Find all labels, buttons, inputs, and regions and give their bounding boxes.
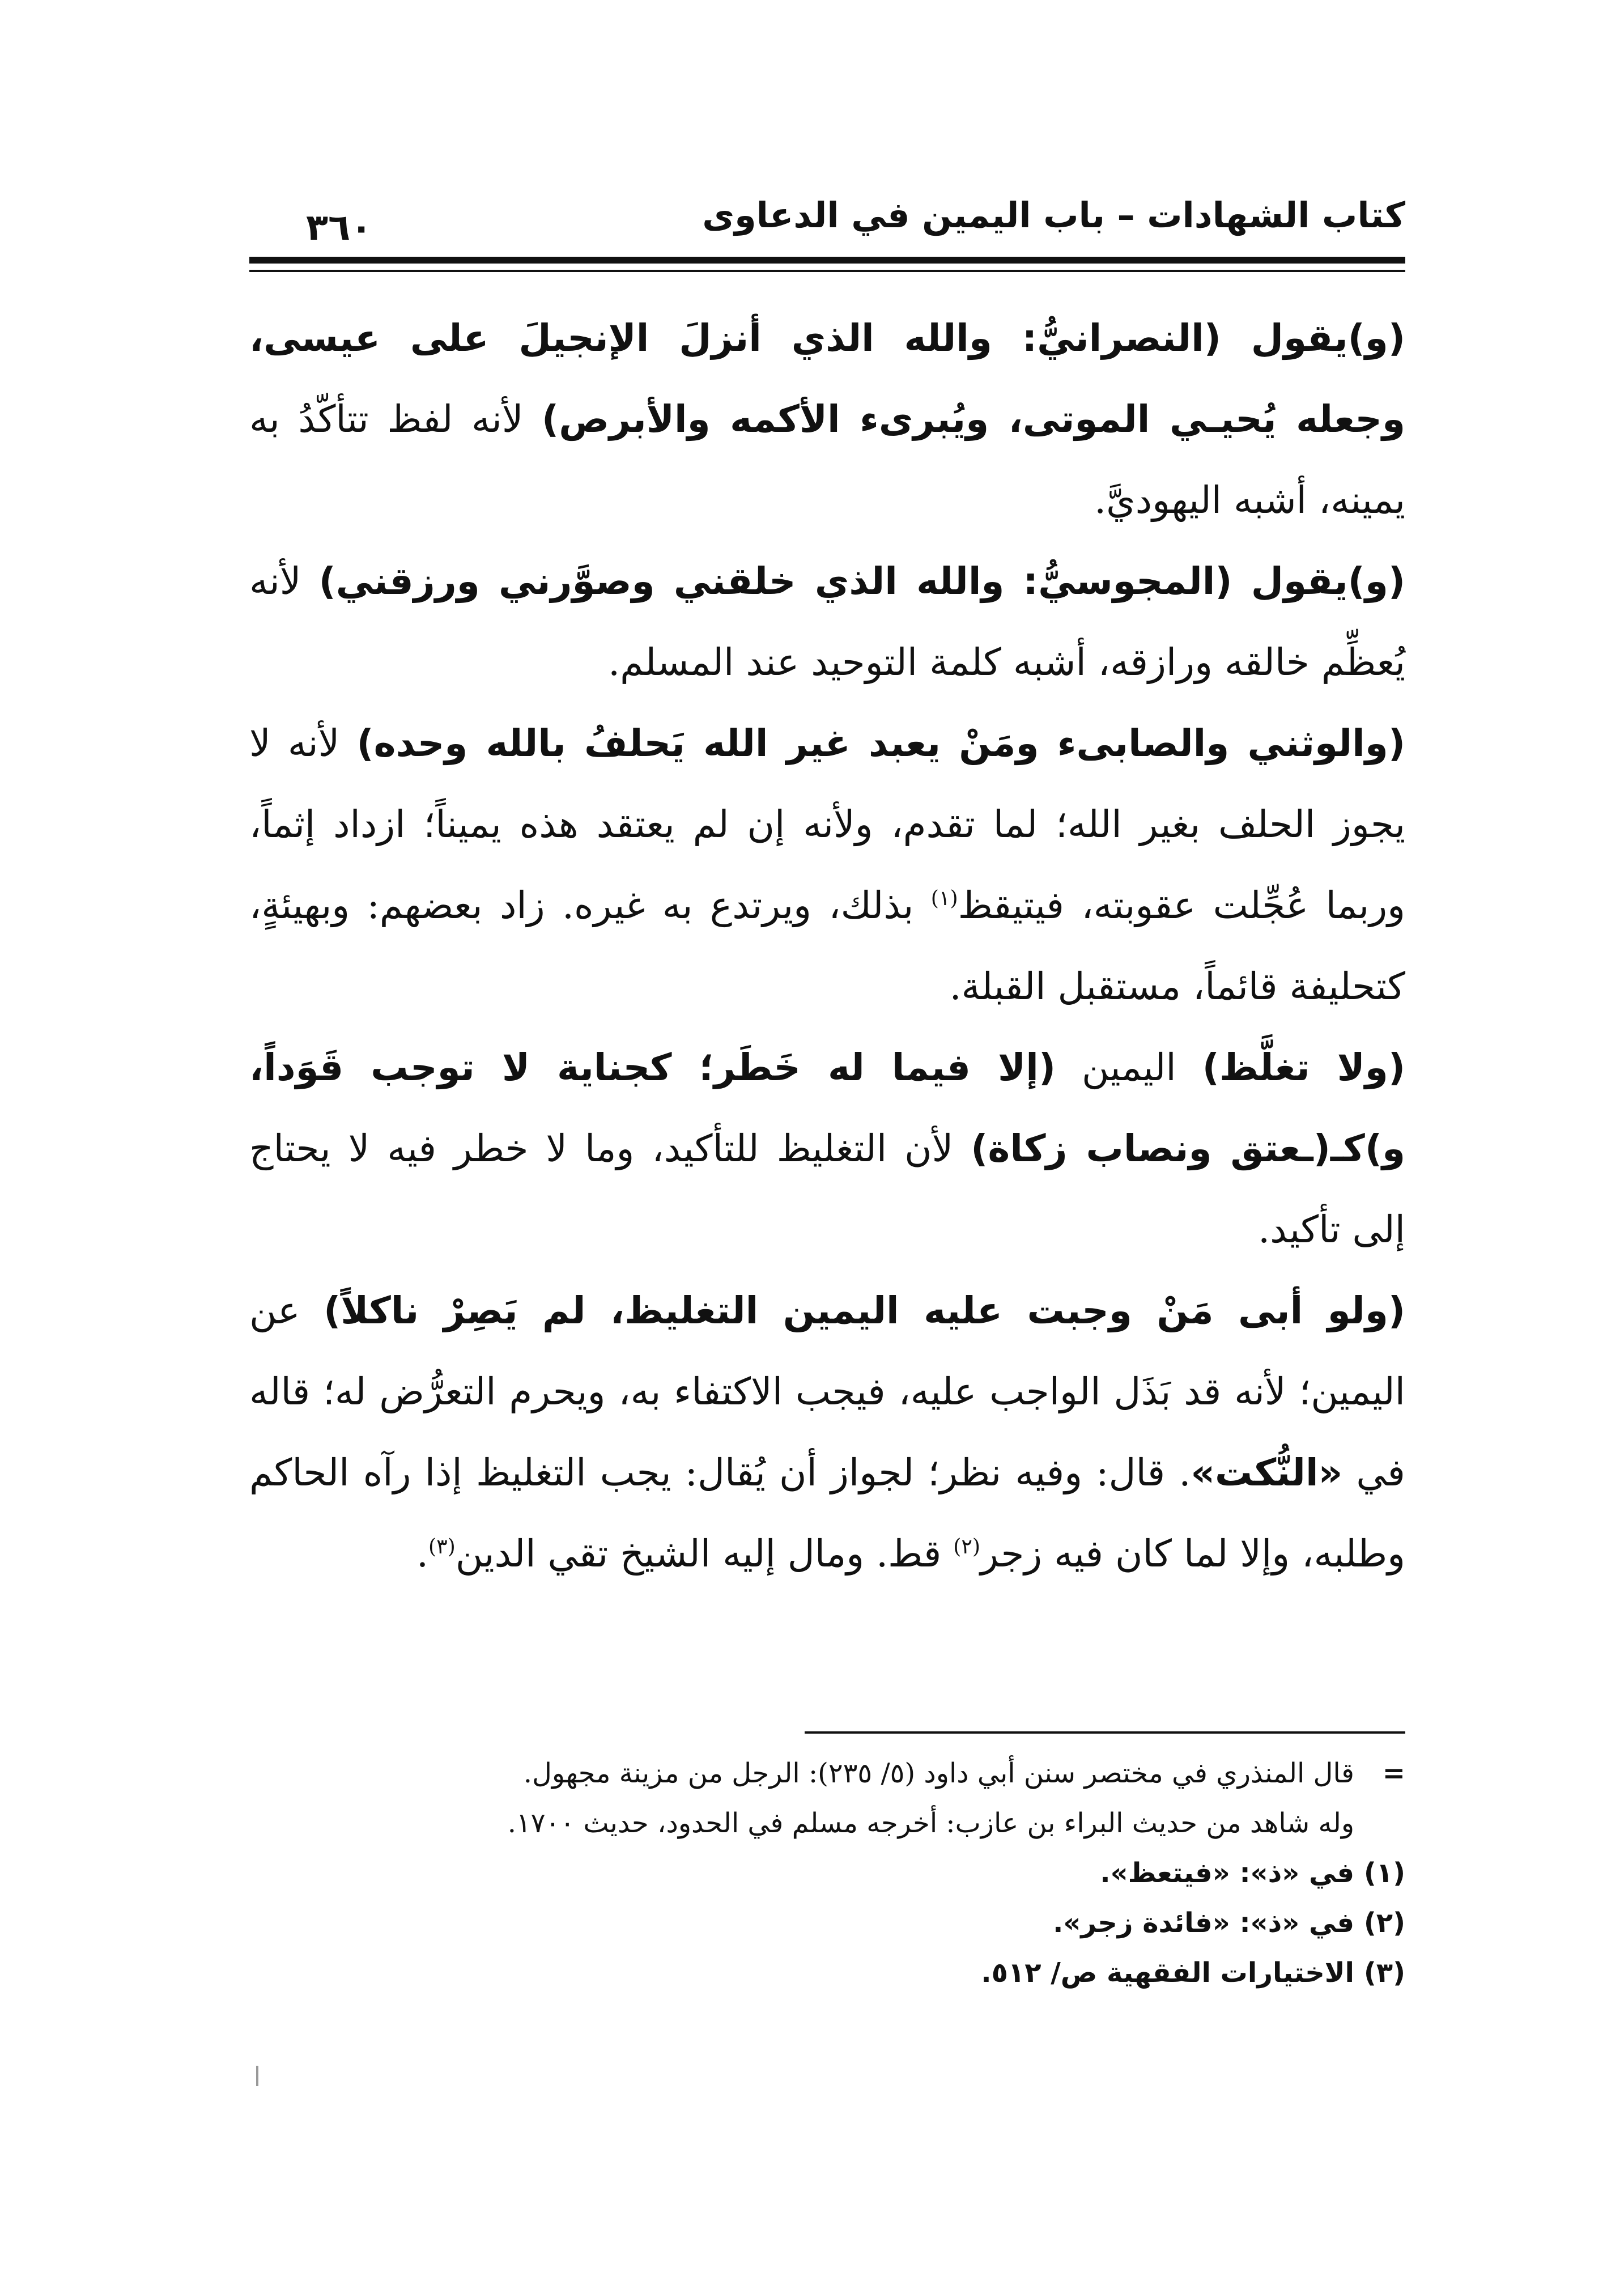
footnote-3 <box>249 1948 1405 1998</box>
paragraph-refusal <box>249 1270 1405 1594</box>
footnote-ref-1: (١) <box>930 886 958 910</box>
scan-artifact <box>256 2066 258 2086</box>
footnotes <box>249 1748 1405 1998</box>
footnote-continuation-line-2 <box>249 1798 1405 1848</box>
footnote-text: في «ذ»: «فائدة زجر». <box>1053 1907 1354 1939</box>
commentary-text: عن اليمين؛ لأنه قد بَذَل الواجب عليه، فيجب الاكتفاء به، ويحرم التعرُّض له؛ قاله في <box>249 1289 1405 1494</box>
footnote-text: قال المنذري في مختصر سنن أبي داود (٥/ ٢٣٥): الرجل من مزينة مجهول. <box>523 1757 1354 1789</box>
footnote-continuation <box>249 1748 1405 1798</box>
matn-text: (ولو أبى مَنْ وجبت عليه اليمين التغليظ، لم يَصِرْ ناكلاً) <box>324 1289 1406 1332</box>
footnote-ref-2: (٢) <box>953 1534 981 1559</box>
footnote-marker: (١) <box>1363 1857 1405 1889</box>
paragraph-magian-oath <box>249 541 1405 703</box>
footnote-marker: (٢) <box>1363 1907 1405 1939</box>
paragraph-christian-oath <box>249 298 1405 541</box>
matn-text: (إلا فيما له خَطَر؛ كجناية لا توجب قَوَداً، و)كـ <box>249 1046 1406 1170</box>
footnote-2 <box>249 1898 1405 1948</box>
page-number: ٣٦٠ <box>306 207 373 249</box>
paragraph-oath-intensification <box>249 1027 1405 1270</box>
matn-text: (ولا تغلَّظ) <box>1202 1046 1405 1089</box>
header-title: كتاب الشهادات – باب اليمين في الدعاوى <box>702 194 1405 236</box>
footnote-separator <box>805 1731 1405 1734</box>
commentary-text: بذلك، ويرتدع به غيره. زاد بعضهم: وبهيئةٍ، كتحليفة قائماً، مستقبل القبلة. <box>249 884 1405 1008</box>
commentary-text: اليمين <box>1055 1046 1202 1089</box>
footnote-ref-3: (٣) <box>428 1534 456 1559</box>
commentary-text: لأنه يُعظِّم خالقه ورازقه، أشبه كلمة التوحيد عند المسلم. <box>249 559 1405 684</box>
matn-text: (و)يقول (المجوسيُّ: والله الذي خلقني وصوَّرني ورزقني) <box>318 559 1406 603</box>
matn-text: (ـعتق ونصاب زكاة) <box>971 1127 1330 1170</box>
book-title-nukat: «النُّكت» <box>1191 1451 1343 1494</box>
matn-text: (والوثني والصابىء ومَنْ يعبد غير الله يَحلفُ بالله وحده) <box>356 721 1405 765</box>
footnote-text: وله شاهد من حديث البراء بن عازب: أخرجه مسلم في الحدود، حديث ١٧٠٠. <box>507 1807 1354 1839</box>
main-text <box>249 298 1405 1594</box>
commentary-text: قط. ومال إليه الشيخ تقي الدين <box>455 1532 954 1576</box>
commentary-text: . قال: وفيه نظر؛ لجواز أن يُقال: يجب التغليظ إذا رآه الحاكم وطلبه، وإلا لما كان فيه زجر <box>249 1451 1405 1576</box>
footnote-1 <box>249 1848 1405 1898</box>
continuation-marker: = <box>1382 1757 1405 1789</box>
commentary-text: لأنه لا يجوز الحلف بغير الله؛ لما تقدم، ولأنه إن لم يعتقد هذه يميناً؛ ازداد إثماً، وربما عُجِّلت عقوبته، فيتيقظ <box>249 721 1405 927</box>
matn-text: (و)يقول (النصرانيُّ: والله الذي أنزلَ الإنجيلَ على عيسى، وجعله يُحيـي الموتى، ويُبرىء الأكمه والأبرص) <box>249 316 1405 441</box>
commentary-text: لأنه لفظ تتأكّدُ به يمينه، أشبه اليهوديَّ. <box>249 397 1405 522</box>
footnote-text: الاختيارات الفقهية ص/ ٥١٢. <box>981 1957 1354 1989</box>
header-rule-thin <box>249 270 1405 272</box>
header-rule-thick <box>249 257 1405 264</box>
commentary-text: لأن التغليظ للتأكيد، وما لا خطر فيه لا يحتاج إلى تأكيد. <box>249 1127 1405 1251</box>
footnote-marker: (٣) <box>1363 1957 1405 1989</box>
running-header <box>249 187 1405 249</box>
paragraph-idolater-oath <box>249 703 1405 1027</box>
commentary-text: . <box>416 1532 428 1576</box>
footnote-text: في «ذ»: «فيتعظ». <box>1100 1857 1354 1889</box>
